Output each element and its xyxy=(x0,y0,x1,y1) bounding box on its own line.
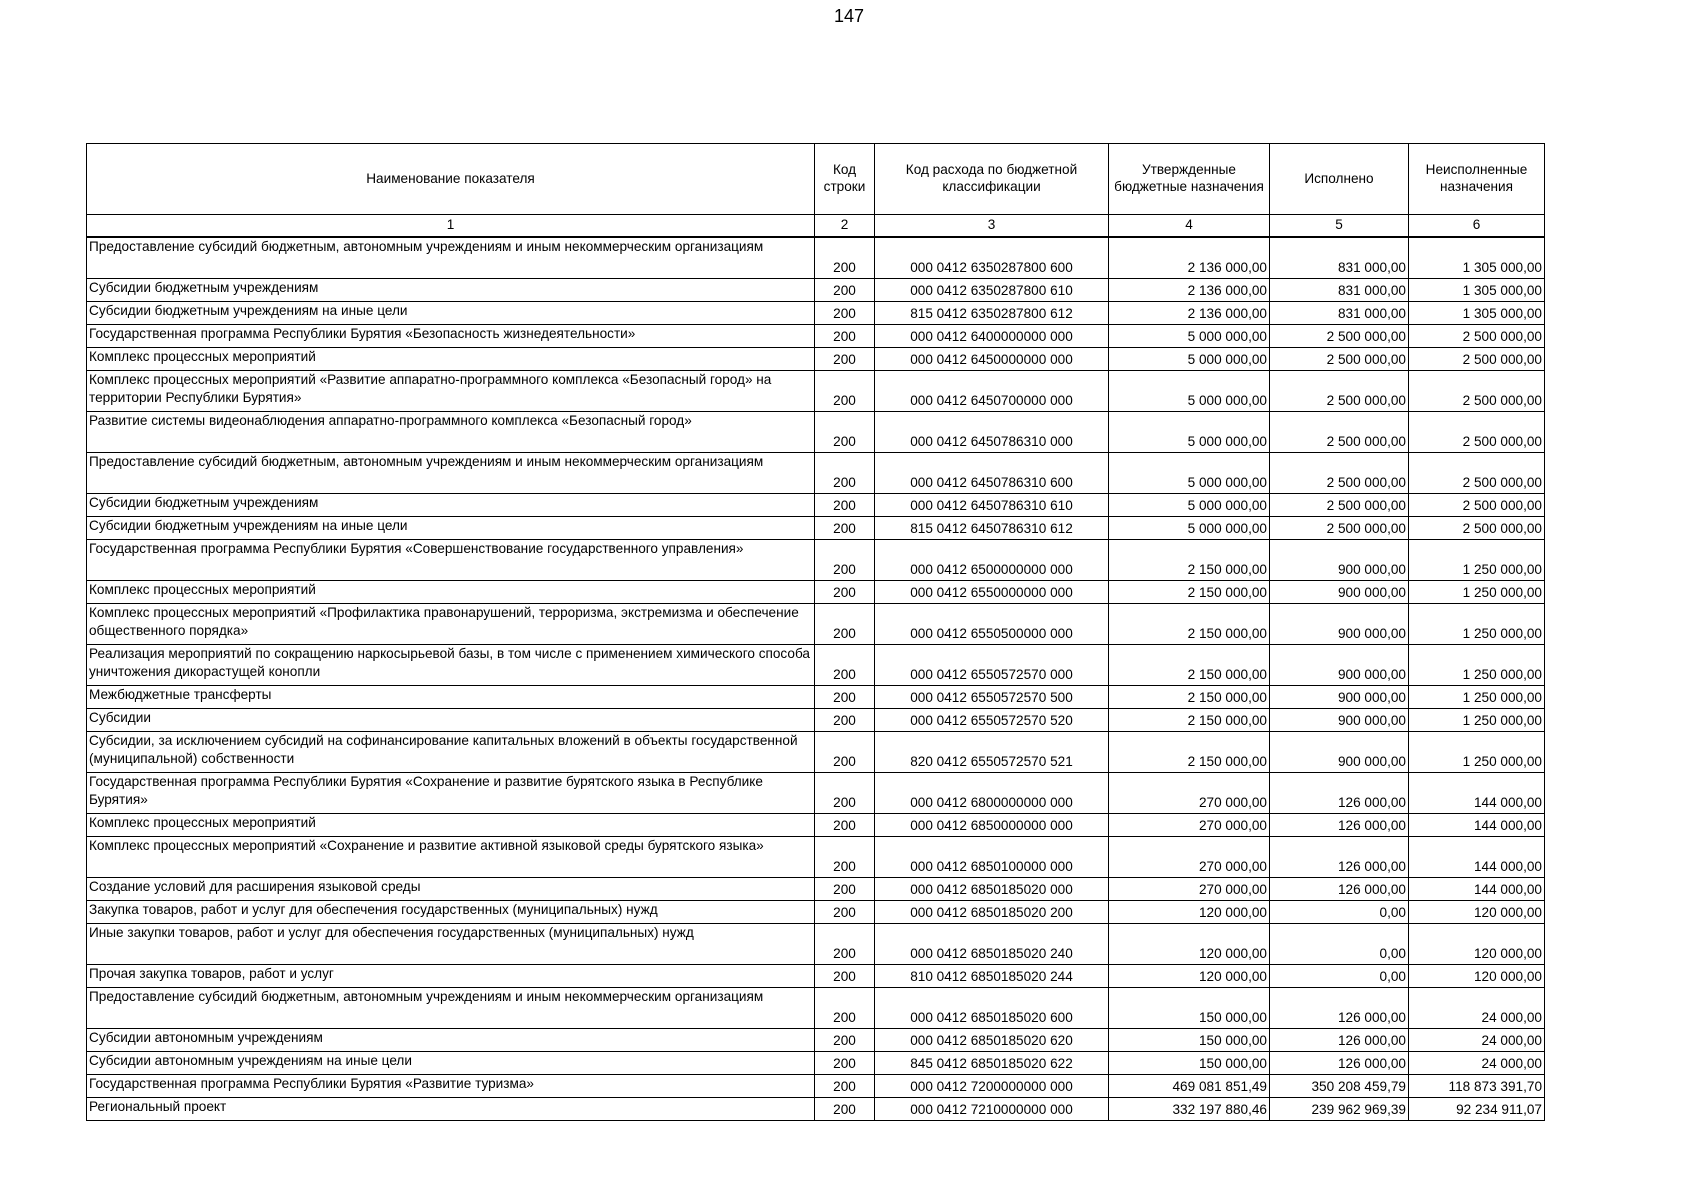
cell-approved: 150 000,00 xyxy=(1109,1052,1270,1075)
table-row xyxy=(87,1029,1545,1052)
cell-approved: 5 000 000,00 xyxy=(1109,371,1270,412)
cell-budget-code: 000 0412 6850185020 200 xyxy=(875,901,1109,924)
cell-budget-code: 000 0412 6550572570 000 xyxy=(875,645,1109,686)
cell-executed: 900 000,00 xyxy=(1270,540,1409,581)
table-row xyxy=(87,732,1545,773)
cell-name: Субсидии бюджетным учреждениям на иные цели xyxy=(87,302,815,325)
cell-executed: 831 000,00 xyxy=(1270,302,1409,325)
column-number: 3 xyxy=(875,215,1109,238)
cell-row-code: 200 xyxy=(815,540,875,581)
cell-unexecuted: 1 250 000,00 xyxy=(1409,709,1545,732)
cell-executed: 2 500 000,00 xyxy=(1270,325,1409,348)
cell-unexecuted: 1 250 000,00 xyxy=(1409,604,1545,645)
cell-name: Государственная программа Республики Бурятия «Совершенствование государственного управления» xyxy=(87,540,815,581)
cell-approved: 120 000,00 xyxy=(1109,901,1270,924)
cell-row-code: 200 xyxy=(815,237,875,279)
cell-approved: 2 150 000,00 xyxy=(1109,604,1270,645)
cell-approved: 2 136 000,00 xyxy=(1109,302,1270,325)
cell-name: Комплекс процессных мероприятий «Профилактика правонарушений, терроризма, экстремизма и обеспечение общественного порядка» xyxy=(87,604,815,645)
cell-executed: 0,00 xyxy=(1270,924,1409,965)
cell-row-code: 200 xyxy=(815,348,875,371)
header-name: Наименование показателя xyxy=(87,144,815,215)
cell-row-code: 200 xyxy=(815,814,875,837)
cell-unexecuted: 144 000,00 xyxy=(1409,773,1545,814)
cell-budget-code: 000 0412 6350287800 610 xyxy=(875,279,1109,302)
table-row xyxy=(87,517,1545,540)
cell-budget-code: 000 0412 6350287800 600 xyxy=(875,237,1109,279)
cell-budget-code: 000 0412 6850000000 000 xyxy=(875,814,1109,837)
cell-name: Государственная программа Республики Бурятия «Безопасность жизнедеятельности» xyxy=(87,325,815,348)
header-row-code: Код строки xyxy=(815,144,875,215)
cell-executed: 2 500 000,00 xyxy=(1270,453,1409,494)
cell-row-code: 200 xyxy=(815,494,875,517)
cell-row-code: 200 xyxy=(815,686,875,709)
cell-unexecuted: 2 500 000,00 xyxy=(1409,494,1545,517)
cell-approved: 469 081 851,49 xyxy=(1109,1075,1270,1098)
cell-approved: 332 197 880,46 xyxy=(1109,1098,1270,1121)
cell-approved: 2 150 000,00 xyxy=(1109,581,1270,604)
cell-row-code: 200 xyxy=(815,453,875,494)
cell-name: Развитие системы видеонаблюдения аппаратно-программного комплекса «Безопасный город» xyxy=(87,412,815,453)
cell-unexecuted: 1 250 000,00 xyxy=(1409,540,1545,581)
table-row xyxy=(87,237,1545,279)
cell-row-code: 200 xyxy=(815,732,875,773)
cell-budget-code: 000 0412 6800000000 000 xyxy=(875,773,1109,814)
cell-name: Иные закупки товаров, работ и услуг для обеспечения государственных (муниципальных) нужд xyxy=(87,924,815,965)
column-number: 4 xyxy=(1109,215,1270,238)
cell-name: Комплекс процессных мероприятий «Сохранение и развитие активной языковой среды бурятского языка» xyxy=(87,837,815,878)
cell-unexecuted: 1 250 000,00 xyxy=(1409,686,1545,709)
cell-executed: 126 000,00 xyxy=(1270,837,1409,878)
cell-name: Комплекс процессных мероприятий «Развитие аппаратно-программного комплекса «Безопасный город» на территории Республики Бурятия» xyxy=(87,371,815,412)
cell-budget-code: 000 0412 6550500000 000 xyxy=(875,604,1109,645)
cell-approved: 2 136 000,00 xyxy=(1109,237,1270,279)
table-row xyxy=(87,1052,1545,1075)
cell-unexecuted: 2 500 000,00 xyxy=(1409,371,1545,412)
cell-unexecuted: 144 000,00 xyxy=(1409,878,1545,901)
cell-approved: 270 000,00 xyxy=(1109,878,1270,901)
table-header-row xyxy=(87,144,1545,215)
cell-budget-code: 810 0412 6850185020 244 xyxy=(875,965,1109,988)
cell-row-code: 200 xyxy=(815,302,875,325)
cell-approved: 2 136 000,00 xyxy=(1109,279,1270,302)
column-number-row xyxy=(87,215,1545,238)
cell-executed: 239 962 969,39 xyxy=(1270,1098,1409,1121)
cell-unexecuted: 2 500 000,00 xyxy=(1409,517,1545,540)
column-number: 5 xyxy=(1270,215,1409,238)
table-body xyxy=(87,237,1545,1121)
cell-budget-code: 000 0412 6500000000 000 xyxy=(875,540,1109,581)
cell-approved: 5 000 000,00 xyxy=(1109,348,1270,371)
cell-budget-code: 000 0412 6850185020 620 xyxy=(875,1029,1109,1052)
cell-name: Прочая закупка товаров, работ и услуг xyxy=(87,965,815,988)
table-row xyxy=(87,348,1545,371)
cell-unexecuted: 1 305 000,00 xyxy=(1409,302,1545,325)
cell-name: Предоставление субсидий бюджетным, автономным учреждениям и иным некоммерческим организациям xyxy=(87,988,815,1029)
cell-row-code: 200 xyxy=(815,988,875,1029)
cell-name: Закупка товаров, работ и услуг для обеспечения государственных (муниципальных) нужд xyxy=(87,901,815,924)
cell-row-code: 200 xyxy=(815,371,875,412)
cell-name: Предоставление субсидий бюджетным, автономным учреждениям и иным некоммерческим организациям xyxy=(87,453,815,494)
table-row xyxy=(87,965,1545,988)
cell-name: Комплекс процессных мероприятий xyxy=(87,581,815,604)
cell-executed: 900 000,00 xyxy=(1270,645,1409,686)
cell-executed: 2 500 000,00 xyxy=(1270,412,1409,453)
cell-row-code: 200 xyxy=(815,1098,875,1121)
cell-approved: 270 000,00 xyxy=(1109,773,1270,814)
cell-budget-code: 000 0412 6550000000 000 xyxy=(875,581,1109,604)
cell-unexecuted: 24 000,00 xyxy=(1409,1052,1545,1075)
table-row xyxy=(87,814,1545,837)
cell-row-code: 200 xyxy=(815,645,875,686)
cell-unexecuted: 92 234 911,07 xyxy=(1409,1098,1545,1121)
cell-approved: 150 000,00 xyxy=(1109,1029,1270,1052)
column-number: 6 xyxy=(1409,215,1545,238)
cell-approved: 2 150 000,00 xyxy=(1109,540,1270,581)
cell-name: Субсидии бюджетным учреждениям xyxy=(87,279,815,302)
cell-approved: 5 000 000,00 xyxy=(1109,494,1270,517)
cell-name: Комплекс процессных мероприятий xyxy=(87,814,815,837)
cell-budget-code: 815 0412 6450786310 612 xyxy=(875,517,1109,540)
cell-name: Региональный проект xyxy=(87,1098,815,1121)
cell-unexecuted: 24 000,00 xyxy=(1409,988,1545,1029)
cell-name: Субсидии xyxy=(87,709,815,732)
cell-unexecuted: 2 500 000,00 xyxy=(1409,453,1545,494)
column-number: 2 xyxy=(815,215,875,238)
cell-approved: 2 150 000,00 xyxy=(1109,709,1270,732)
cell-budget-code: 000 0412 6550572570 520 xyxy=(875,709,1109,732)
cell-unexecuted: 1 305 000,00 xyxy=(1409,237,1545,279)
cell-unexecuted: 120 000,00 xyxy=(1409,901,1545,924)
cell-unexecuted: 144 000,00 xyxy=(1409,814,1545,837)
cell-executed: 2 500 000,00 xyxy=(1270,517,1409,540)
cell-name: Комплекс процессных мероприятий xyxy=(87,348,815,371)
cell-name: Субсидии, за исключением субсидий на софинансирование капитальных вложений в объекты государственной (муниципальной) собственности xyxy=(87,732,815,773)
cell-budget-code: 000 0412 7210000000 000 xyxy=(875,1098,1109,1121)
table-row xyxy=(87,686,1545,709)
cell-unexecuted: 1 250 000,00 xyxy=(1409,732,1545,773)
cell-row-code: 200 xyxy=(815,878,875,901)
cell-name: Субсидии автономным учреждениям на иные цели xyxy=(87,1052,815,1075)
cell-row-code: 200 xyxy=(815,837,875,878)
cell-name: Государственная программа Республики Бурятия «Сохранение и развитие бурятского языка в Республике Бурятия» xyxy=(87,773,815,814)
cell-executed: 2 500 000,00 xyxy=(1270,348,1409,371)
cell-budget-code: 000 0412 6400000000 000 xyxy=(875,325,1109,348)
cell-approved: 5 000 000,00 xyxy=(1109,412,1270,453)
page-number: 147 xyxy=(833,6,865,26)
cell-executed: 900 000,00 xyxy=(1270,686,1409,709)
cell-approved: 2 150 000,00 xyxy=(1109,732,1270,773)
cell-row-code: 200 xyxy=(815,1052,875,1075)
cell-budget-code: 000 0412 7200000000 000 xyxy=(875,1075,1109,1098)
cell-unexecuted: 2 500 000,00 xyxy=(1409,412,1545,453)
cell-executed: 2 500 000,00 xyxy=(1270,494,1409,517)
cell-row-code: 200 xyxy=(815,604,875,645)
cell-approved: 270 000,00 xyxy=(1109,837,1270,878)
cell-approved: 270 000,00 xyxy=(1109,814,1270,837)
cell-unexecuted: 120 000,00 xyxy=(1409,965,1545,988)
cell-executed: 126 000,00 xyxy=(1270,878,1409,901)
cell-row-code: 200 xyxy=(815,325,875,348)
cell-row-code: 200 xyxy=(815,901,875,924)
table-row xyxy=(87,412,1545,453)
table-row xyxy=(87,988,1545,1029)
cell-executed: 900 000,00 xyxy=(1270,581,1409,604)
cell-approved: 120 000,00 xyxy=(1109,924,1270,965)
cell-budget-code: 000 0412 6450000000 000 xyxy=(875,348,1109,371)
cell-unexecuted: 1 305 000,00 xyxy=(1409,279,1545,302)
table-row xyxy=(87,581,1545,604)
cell-unexecuted: 120 000,00 xyxy=(1409,924,1545,965)
cell-row-code: 200 xyxy=(815,517,875,540)
cell-budget-code: 000 0412 6850185020 600 xyxy=(875,988,1109,1029)
header-approved: Утвержденные бюджетные назначения xyxy=(1109,144,1270,215)
cell-unexecuted: 2 500 000,00 xyxy=(1409,325,1545,348)
table-row xyxy=(87,279,1545,302)
cell-executed: 900 000,00 xyxy=(1270,709,1409,732)
cell-unexecuted: 144 000,00 xyxy=(1409,837,1545,878)
header-budget-code: Код расхода по бюджетной классификации xyxy=(875,144,1109,215)
cell-approved: 5 000 000,00 xyxy=(1109,325,1270,348)
cell-budget-code: 000 0412 6850185020 240 xyxy=(875,924,1109,965)
cell-executed: 831 000,00 xyxy=(1270,237,1409,279)
table-row xyxy=(87,1075,1545,1098)
budget-execution-table xyxy=(86,143,1545,1121)
cell-budget-code: 000 0412 6850185020 000 xyxy=(875,878,1109,901)
cell-executed: 900 000,00 xyxy=(1270,604,1409,645)
cell-executed: 831 000,00 xyxy=(1270,279,1409,302)
table-row xyxy=(87,540,1545,581)
cell-budget-code: 000 0412 6450786310 600 xyxy=(875,453,1109,494)
cell-name: Реализация мероприятий по сокращению наркосырьевой базы, в том числе с применением химического способа уничтожения дикорастущей конопли xyxy=(87,645,815,686)
cell-budget-code: 000 0412 6450786310 000 xyxy=(875,412,1109,453)
cell-row-code: 200 xyxy=(815,773,875,814)
cell-unexecuted: 2 500 000,00 xyxy=(1409,348,1545,371)
cell-budget-code: 845 0412 6850185020 622 xyxy=(875,1052,1109,1075)
cell-executed: 126 000,00 xyxy=(1270,1029,1409,1052)
cell-unexecuted: 24 000,00 xyxy=(1409,1029,1545,1052)
cell-budget-code: 000 0412 6450786310 610 xyxy=(875,494,1109,517)
cell-row-code: 200 xyxy=(815,412,875,453)
cell-row-code: 200 xyxy=(815,279,875,302)
cell-approved: 120 000,00 xyxy=(1109,965,1270,988)
cell-executed: 0,00 xyxy=(1270,965,1409,988)
cell-approved: 150 000,00 xyxy=(1109,988,1270,1029)
table-row xyxy=(87,1098,1545,1121)
table-row xyxy=(87,645,1545,686)
cell-name: Предоставление субсидий бюджетным, автономным учреждениям и иным некоммерческим организациям xyxy=(87,237,815,279)
cell-executed: 2 500 000,00 xyxy=(1270,371,1409,412)
cell-budget-code: 000 0412 6450700000 000 xyxy=(875,371,1109,412)
cell-executed: 900 000,00 xyxy=(1270,732,1409,773)
cell-name: Межбюджетные трансферты xyxy=(87,686,815,709)
cell-budget-code: 000 0412 6850100000 000 xyxy=(875,837,1109,878)
header-unexecuted: Неисполненные назначения xyxy=(1409,144,1545,215)
cell-executed: 126 000,00 xyxy=(1270,1052,1409,1075)
cell-executed: 126 000,00 xyxy=(1270,773,1409,814)
cell-approved: 5 000 000,00 xyxy=(1109,453,1270,494)
cell-executed: 126 000,00 xyxy=(1270,988,1409,1029)
cell-budget-code: 820 0412 6550572570 521 xyxy=(875,732,1109,773)
table-row xyxy=(87,837,1545,878)
cell-row-code: 200 xyxy=(815,965,875,988)
cell-name: Субсидии автономным учреждениям xyxy=(87,1029,815,1052)
cell-budget-code: 000 0412 6550572570 500 xyxy=(875,686,1109,709)
table-row xyxy=(87,709,1545,732)
cell-row-code: 200 xyxy=(815,924,875,965)
table-row xyxy=(87,604,1545,645)
table-row xyxy=(87,924,1545,965)
cell-row-code: 200 xyxy=(815,709,875,732)
column-number: 1 xyxy=(87,215,815,238)
cell-budget-code: 815 0412 6350287800 612 xyxy=(875,302,1109,325)
cell-executed: 350 208 459,79 xyxy=(1270,1075,1409,1098)
cell-name: Субсидии бюджетным учреждениям на иные цели xyxy=(87,517,815,540)
cell-unexecuted: 1 250 000,00 xyxy=(1409,581,1545,604)
cell-name: Создание условий для расширения языковой среды xyxy=(87,878,815,901)
cell-name: Государственная программа Республики Бурятия «Развитие туризма» xyxy=(87,1075,815,1098)
table-row xyxy=(87,325,1545,348)
cell-row-code: 200 xyxy=(815,581,875,604)
table-row xyxy=(87,302,1545,325)
cell-name: Субсидии бюджетным учреждениям xyxy=(87,494,815,517)
cell-executed: 0,00 xyxy=(1270,901,1409,924)
cell-approved: 5 000 000,00 xyxy=(1109,517,1270,540)
cell-approved: 2 150 000,00 xyxy=(1109,645,1270,686)
cell-approved: 2 150 000,00 xyxy=(1109,686,1270,709)
cell-executed: 126 000,00 xyxy=(1270,814,1409,837)
table-row xyxy=(87,878,1545,901)
cell-unexecuted: 118 873 391,70 xyxy=(1409,1075,1545,1098)
table-row xyxy=(87,901,1545,924)
table-row xyxy=(87,453,1545,494)
cell-unexecuted: 1 250 000,00 xyxy=(1409,645,1545,686)
cell-row-code: 200 xyxy=(815,1075,875,1098)
table-row xyxy=(87,494,1545,517)
table-row xyxy=(87,773,1545,814)
header-executed: Исполнено xyxy=(1270,144,1409,215)
cell-row-code: 200 xyxy=(815,1029,875,1052)
table-row xyxy=(87,371,1545,412)
